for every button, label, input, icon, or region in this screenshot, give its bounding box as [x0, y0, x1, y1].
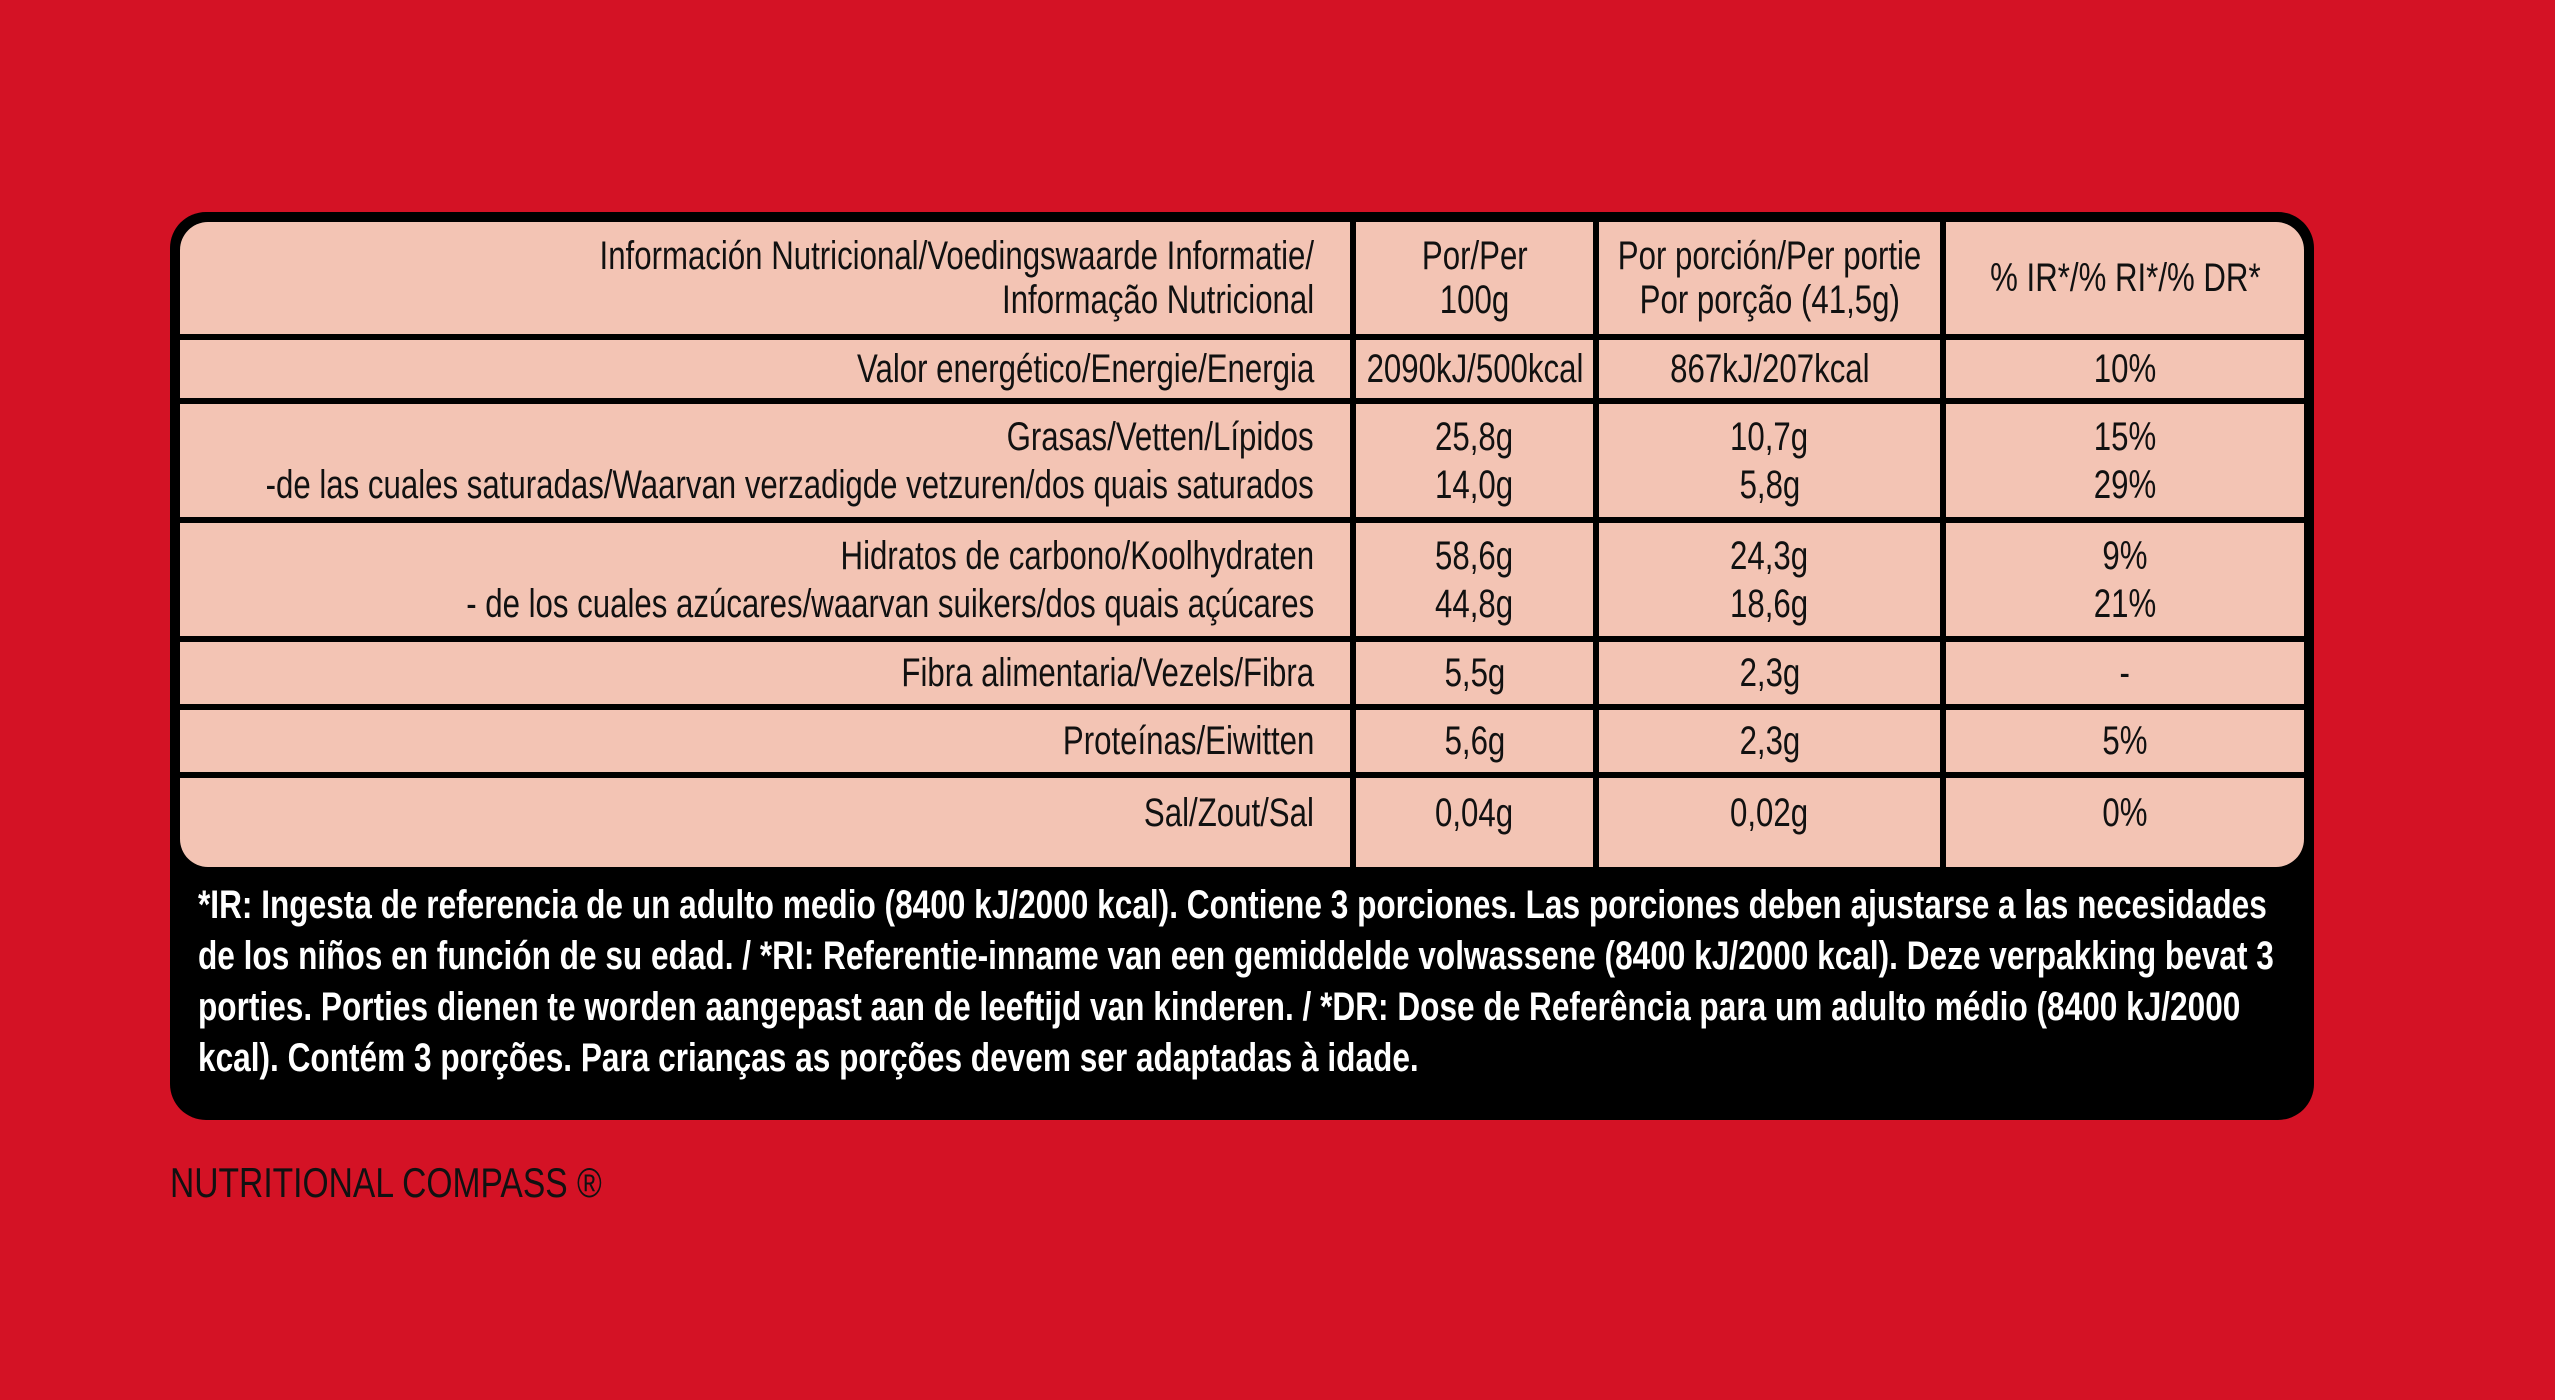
- row-protein-ri-cell: [1946, 710, 2304, 772]
- row-fat-per100: 25,8g: [1435, 414, 1514, 459]
- row-fibre-portion-cell: [1599, 642, 1940, 704]
- header-title-line2: Informação Nutricional: [1001, 278, 1314, 322]
- row-fibre-per100-cell: [1356, 642, 1593, 704]
- row-salt-portion: 0,02g: [1730, 790, 1809, 835]
- row-salt-label-cell: [180, 778, 1350, 867]
- row-salt-per100-cell: [1356, 778, 1593, 867]
- row-protein-ri: 5%: [2102, 719, 2148, 763]
- header-ri-cell: [1946, 222, 2304, 334]
- brand-label: NUTRITIONAL COMPASS ®: [170, 1159, 602, 1206]
- row-saturated-portion: 5,8g: [1739, 462, 1800, 507]
- row-fibre-per100: 5,5g: [1444, 651, 1505, 695]
- row-sugars-ri: 21%: [2093, 581, 2157, 626]
- row-fat-label: Grasas/Vetten/Lípidos: [1007, 414, 1314, 459]
- header-title-line1: Información Nutricional/Voedingswaarde Informatie/: [599, 234, 1314, 278]
- row-energy-per100: 2090kJ/500kcal: [1366, 347, 1583, 391]
- row-carbs-label: Hidratos de carbono/Koolhydraten: [840, 533, 1314, 578]
- row-protein-per100-cell: [1356, 710, 1593, 772]
- row-fibre-label-cell: [180, 642, 1350, 704]
- header-per100-cell: [1356, 222, 1593, 334]
- row-fat-portion: 10,7g: [1730, 414, 1809, 459]
- nutrition-table: [180, 222, 2304, 867]
- row-energy-portion-cell: [1599, 340, 1940, 398]
- row-protein-per100: 5,6g: [1444, 719, 1505, 763]
- row-salt-label: Sal/Zout/Sal: [1144, 790, 1314, 835]
- header-portion-line1: Por porción/Per portie: [1617, 234, 1922, 278]
- row-fibre-label: Fibra alimentaria/Vezels/Fibra: [901, 651, 1314, 695]
- row-salt-per100: 0,04g: [1435, 790, 1514, 835]
- header-portion-cell: [1599, 222, 1940, 334]
- row-fibre-ri-cell: [1946, 642, 2304, 704]
- header-per100-line1: Por/Per: [1421, 234, 1528, 278]
- row-carbs-label-cell: [180, 523, 1350, 636]
- row-salt-ri-cell: [1946, 778, 2304, 867]
- row-protein-label-cell: [180, 710, 1350, 772]
- row-carbs-ri: 9%: [2102, 533, 2148, 578]
- row-energy-ri-cell: [1946, 340, 2304, 398]
- row-fat-label-cell: [180, 404, 1350, 517]
- row-salt-portion-cell: [1599, 778, 1940, 867]
- header-per100-line2: 100g: [1439, 278, 1510, 322]
- nutrition-panel: [170, 212, 2314, 1120]
- row-energy-ri: 10%: [2093, 347, 2157, 391]
- row-saturated-ri: 29%: [2093, 462, 2157, 507]
- row-protein-portion-cell: [1599, 710, 1940, 772]
- header-ri: % IR*/% RI*/% DR*: [1989, 256, 2261, 300]
- row-sugars-label: - de los cuales azúcares/waarvan suikers/dos quais açúcares: [465, 581, 1314, 626]
- row-saturated-per100: 14,0g: [1435, 462, 1514, 507]
- row-sugars-portion: 18,6g: [1730, 581, 1809, 626]
- footnote-text: *IR: Ingesta de referencia de un adulto medio (8400 kJ/2000 kcal). Contiene 3 porciones. Las porciones deben ajustarse a las necesidades de los niños en función de su edad. / *RI: Referentie-inname van een gemiddelde volwassene (8400 kJ/2000 kcal). Deze verpakking bevat 3 porties. Porties dienen te worden aangepast aan de leeftijd van kinderen. / *DR: Dose de Referência para um adulto médio (8400 kJ/2000 kcal). Contém 3 porções. Para crianças as porções devem ser adaptadas à idade.: [198, 883, 2274, 1080]
- row-fibre-portion: 2,3g: [1739, 651, 1800, 695]
- header-title-cell: [180, 222, 1350, 334]
- row-fat-ri: 15%: [2093, 414, 2157, 459]
- row-carbs-portion-cell: [1599, 523, 1940, 636]
- row-protein-portion: 2,3g: [1739, 719, 1800, 763]
- row-sugars-per100: 44,8g: [1435, 581, 1514, 626]
- row-energy-label: Valor energético/Energie/Energia: [856, 347, 1314, 391]
- row-salt-ri: 0%: [2102, 790, 2148, 835]
- row-energy-portion: 867kJ/207kcal: [1669, 347, 1870, 391]
- row-fibre-ri: -: [2119, 651, 2131, 695]
- row-carbs-portion: 24,3g: [1730, 533, 1809, 578]
- row-carbs-per100-cell: [1356, 523, 1593, 636]
- row-fat-per100-cell: [1356, 404, 1593, 517]
- row-carbs-per100: 58,6g: [1435, 533, 1514, 578]
- row-fat-ri-cell: [1946, 404, 2304, 517]
- row-fat-portion-cell: [1599, 404, 1940, 517]
- header-portion-line2: Por porção (41,5g): [1639, 278, 1900, 322]
- row-energy-label-cell: [180, 340, 1350, 398]
- row-protein-label: Proteínas/Eiwitten: [1062, 719, 1314, 763]
- row-energy-per100-cell: [1356, 340, 1593, 398]
- row-saturated-label: -de las cuales saturadas/Waarvan verzadigde vetzuren/dos quais saturados: [265, 462, 1314, 507]
- row-carbs-ri-cell: [1946, 523, 2304, 636]
- reference-intake-footnote: [198, 880, 2288, 1084]
